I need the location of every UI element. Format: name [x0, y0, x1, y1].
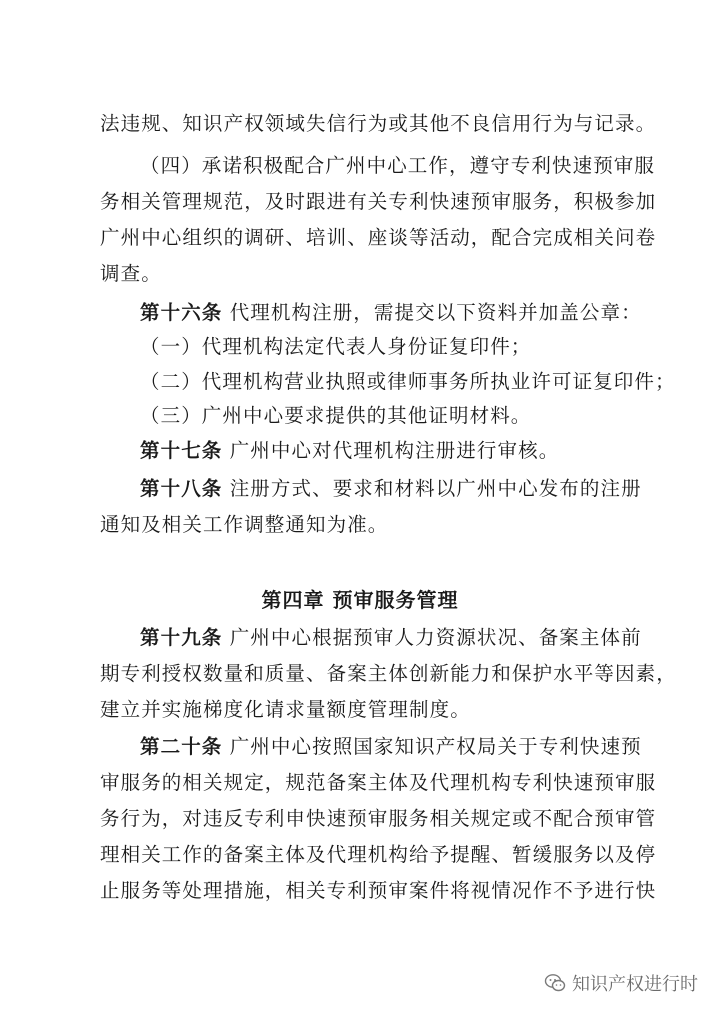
paragraph-line: 法违规、知识产权领域失信行为或其他不良信用行为与记录。 — [100, 112, 657, 135]
wechat-icon — [544, 972, 566, 994]
article-text: 广州中心对代理机构注册进行审核。 — [222, 439, 560, 462]
article-16 — [140, 297, 640, 329]
article-number: 第二十条 — [140, 735, 223, 758]
article-text: 广州中心按照国家知识产权局关于专利快速预 — [222, 735, 642, 758]
paragraph-line: 务行为，对违反专利申快速预审服务相关规定或不配合预审管 — [100, 807, 657, 830]
list-item: （二）代理机构营业执照或律师事务所执业许可证复印件； — [140, 370, 676, 393]
article-text: 广州中心根据预审人力资源状况、备案主体前 — [222, 626, 642, 649]
list-item: （一）代理机构法定代表人身份证复印件； — [140, 335, 532, 358]
chapter-heading: 第四章 预审服务管理 — [261, 588, 459, 612]
paragraph-line: 广州中心组织的调研、培训、座谈等活动，配合完成相关问卷 — [100, 226, 657, 249]
paragraph-line: 止服务等处理措施，相关专利预审案件将视情况作不予进行快 — [100, 879, 657, 902]
article-18 — [140, 473, 640, 505]
paragraph-line: （四）承诺积极配合广州中心工作，遵守专利快速预审服 — [140, 154, 656, 177]
paragraph-line: 建立并实施梯度化请求量额度管理制度。 — [100, 698, 471, 721]
paragraph-line: 理相关工作的备案主体及代理机构给予提醒、暂缓服务以及停 — [100, 843, 657, 866]
article-20 — [140, 731, 640, 763]
article-number: 第十九条 — [140, 626, 223, 649]
list-item: （三）广州中心要求提供的其他证明材料。 — [140, 404, 532, 427]
paragraph-line: 审服务的相关规定，规范备案主体及代理机构专利快速预审服 — [100, 771, 657, 794]
article-text: 代理机构注册，需提交以下资料并加盖公章： — [222, 301, 642, 324]
article-17 — [140, 435, 640, 467]
paragraph-line: 务相关管理规范，及时跟进有关专利快速预审服务，积极参加 — [100, 190, 657, 213]
watermark — [544, 970, 698, 996]
article-number: 第十七条 — [140, 439, 223, 462]
article-number: 第十八条 — [140, 477, 223, 500]
article-text: 注册方式、要求和材料以广州中心发布的注册 — [222, 477, 642, 500]
watermark-text: 知识产权进行时 — [572, 974, 698, 995]
article-19 — [140, 622, 640, 654]
paragraph-line: 通知及相关工作调整通知为准。 — [100, 513, 389, 536]
paragraph-line: 期专利授权数量和质量、备案主体创新能力和保护水平等因素， — [100, 662, 677, 685]
paragraph-line: 调查。 — [100, 262, 162, 285]
article-number: 第十六条 — [140, 301, 223, 324]
